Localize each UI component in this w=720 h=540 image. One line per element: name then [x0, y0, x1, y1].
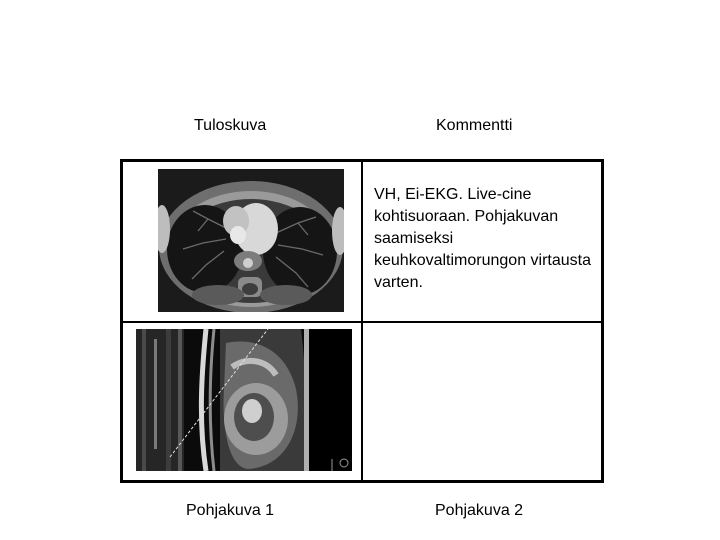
image-comment-table [120, 159, 604, 483]
comment-text: VH, Ei-EKG. Live-cine kohtisuoraan. Pohjakuvan saamiseksi keuhkovaltimorungon virtausta varten. [374, 186, 592, 291]
base-mri-image [136, 329, 352, 471]
base-image-1-label: Pohjakuva 1 [186, 502, 275, 519]
result-mri-image [158, 169, 344, 312]
comment-header: Kommentti [436, 117, 513, 134]
base-image-2-label: Pohjakuva 2 [435, 502, 524, 519]
table-divider-horizontal [123, 321, 601, 323]
result-image-header: Tuloskuva [194, 117, 267, 134]
